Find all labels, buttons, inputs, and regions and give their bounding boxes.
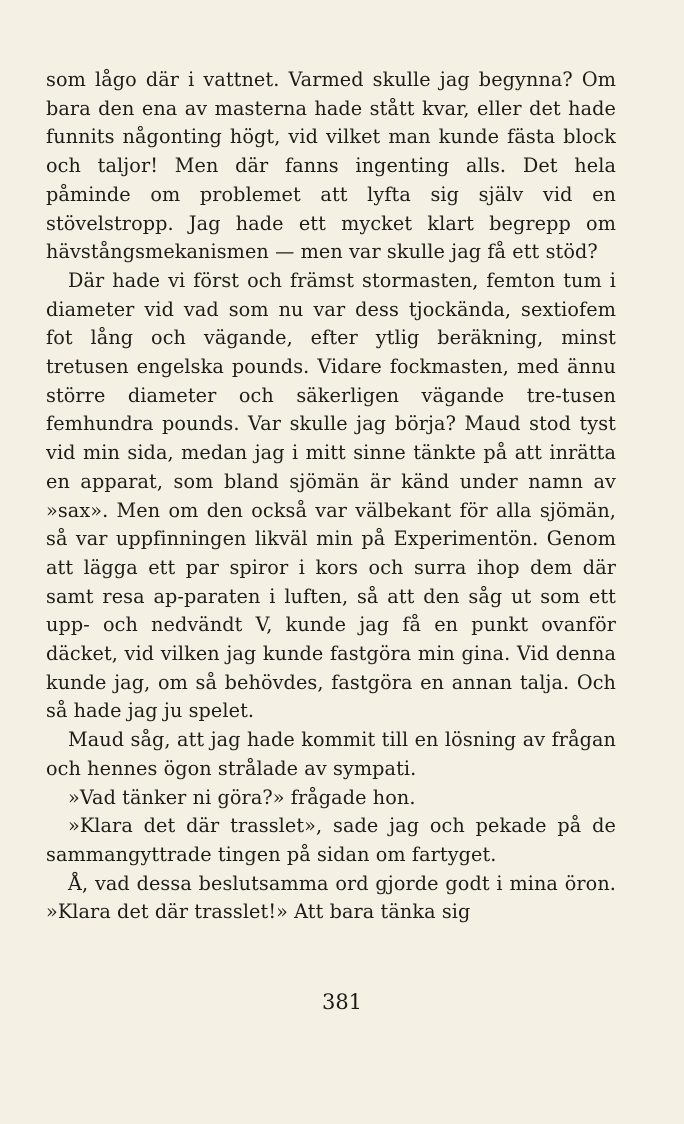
page-number: 381	[321, 990, 363, 1014]
body-text	[46, 66, 616, 927]
paragraph-1: som lågo där i vattnet. Varmed skulle jag begynna? Om bara den ena av masterna hade stått kvar, eller det hade funnits någonting högt, vid vilket man kunde fästa block och taljor! Men där fanns ingenting alls. Det hela påminde om problemet att lyfta sig själv vid en stövelstropp. Jag hade ett mycket klart begrepp om hävstångsmekanismen — men var skulle jag få ett stöd?	[46, 68, 616, 264]
paragraph-2: Där hade vi först och främst stormasten, femton tum i diameter vid vad som nu var dess tjockända, sextiofem fot lång och vägande, efter ytlig beräkning, minst tretusen engelska pounds. Vidare fockmasten, med ännu större diameter och säkerligen vägande tre-tusen femhundra pounds. Var skulle jag börja? Maud stod tyst vid min sida, medan jag i mitt sinne tänkte på att inrätta en apparat, som bland sjömän är känd under namn av »sax». Men om den också var välbekant för alla sjömän, så var uppfinningen likväl min på Experimentön. Genom att lägga ett par spiror i kors och surra ihop dem där samt resa ap-paraten i luften, så att den såg ut som ett upp- och nedvändt V, kunde jag få en punkt ovanför däcket, vid vilken jag kunde fastgöra min gina. Vid denna kunde jag, om så behövdes, fastgöra en annan talja. Och så hade jag ju spelet.	[46, 268, 616, 723]
paragraph-3: Maud såg, att jag hade kommit till en lösning av frågan och hennes ögon strålade av sympati.	[46, 728, 616, 780]
paragraph-5: »Klara det där trasslet», sade jag och pekade på de sammangyttrade tingen på sidan om fartyget.	[46, 814, 616, 866]
paragraph-6: Å, vad dessa beslutsamma ord gjorde godt i mina öron. »Klara det där trasslet!» Att bara tänka sig	[46, 871, 616, 924]
paragraph-4: »Vad tänker ni göra?» frågade hon.	[68, 785, 416, 809]
